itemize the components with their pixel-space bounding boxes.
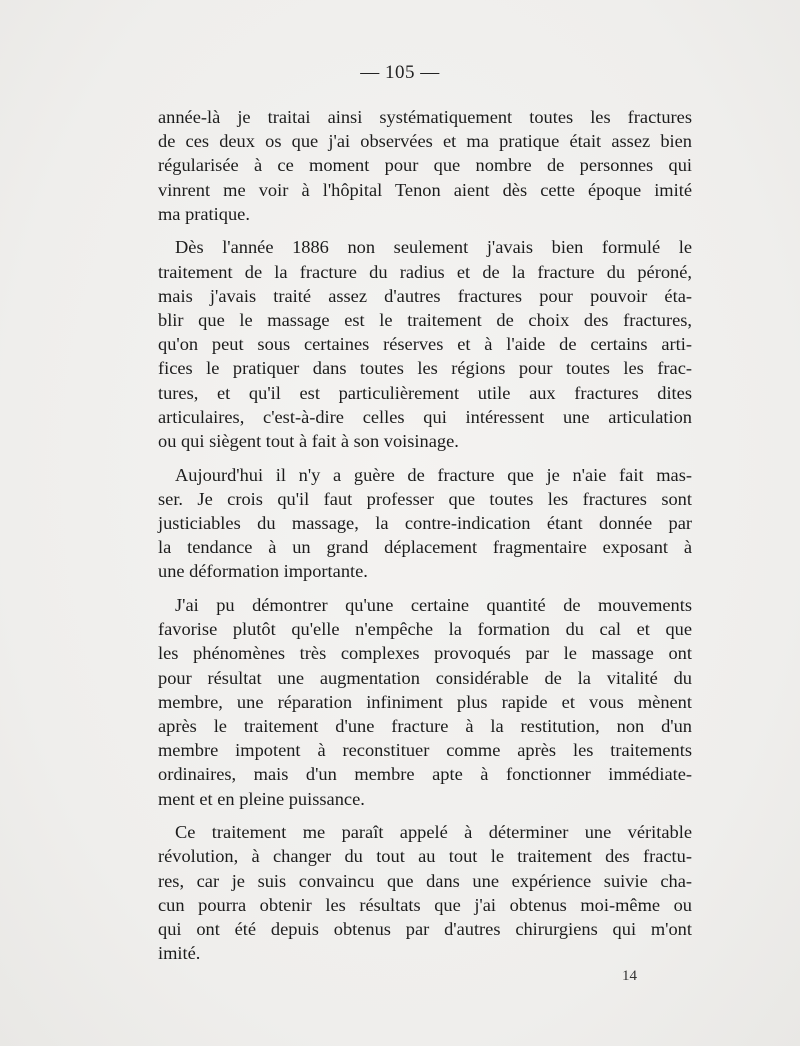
text-line: Ce traitement me paraît appelé à déterminer une véritable bbox=[175, 822, 692, 843]
text-line: ment et en pleine puissance. bbox=[158, 788, 365, 809]
text-line: qu'on peut sous certaines réserves et à l'aide de certains arti- bbox=[158, 334, 692, 355]
text-line: articulaires, c'est-à-dire celles qui intéressent une articulation bbox=[158, 406, 692, 427]
text-line: membre impotent à reconstituer comme après les traitements bbox=[158, 740, 692, 761]
paragraph-1 bbox=[158, 105, 692, 226]
paragraph-5 bbox=[158, 820, 692, 965]
text-line: Dès l'année 1886 non seulement j'avais bien formulé le bbox=[175, 237, 692, 258]
paragraph-4 bbox=[158, 593, 692, 811]
text-line: régularisée à ce moment pour que nombre de personnes qui bbox=[158, 155, 692, 176]
text-line: J'ai pu démontrer qu'une certaine quantité de mouvements bbox=[175, 595, 692, 616]
body-text bbox=[158, 105, 692, 965]
text-line: favorise plutôt qu'elle n'empêche la formation du cal et que bbox=[158, 619, 692, 640]
page-number: — 105 — bbox=[360, 62, 440, 83]
text-line: fices le pratiquer dans toutes les régions pour toutes les frac- bbox=[158, 358, 692, 379]
signature-mark: 14 bbox=[622, 968, 637, 984]
text-line: cun pourra obtenir les résultats que j'ai obtenus moi-même ou bbox=[158, 894, 692, 915]
text-line: ordinaires, mais d'un membre apte à fonctionner immédiate- bbox=[158, 764, 692, 785]
text-line: tures, et qu'il est particulièrement utile aux fractures dites bbox=[158, 382, 692, 403]
text-line: res, car je suis convaincu que dans une expérience suivie cha- bbox=[158, 870, 692, 891]
text-line: Aujourd'hui il n'y a guère de fracture que je n'aie fait mas- bbox=[175, 464, 692, 485]
text-line: blir que le massage est le traitement de choix des fractures, bbox=[158, 310, 692, 330]
text-line: vinrent me voir à l'hôpital Tenon aient dès cette époque imité bbox=[158, 179, 692, 200]
text-line: mais j'avais traité assez d'autres fractures pour pouvoir éta- bbox=[158, 285, 692, 306]
text-line: ou qui siègent tout à fait à son voisinage. bbox=[158, 430, 459, 451]
text-line: pour résultat une augmentation considérable de la vitalité du bbox=[158, 667, 692, 688]
paragraph-2 bbox=[158, 235, 692, 453]
text-line: traitement de la fracture du radius et de la fracture du péroné, bbox=[158, 261, 692, 282]
text-line: ser. Je crois qu'il faut professer que toutes les fractures sont bbox=[158, 488, 692, 509]
text-line: une déformation importante. bbox=[158, 561, 368, 582]
text-line: justiciables du massage, la contre-indication étant donnée par bbox=[158, 513, 692, 533]
text-line: imité. bbox=[158, 943, 201, 964]
paragraph-3 bbox=[158, 463, 692, 584]
text-line: révolution, à changer du tout au tout le traitement des fractu- bbox=[158, 846, 692, 867]
text-line: qui ont été depuis obtenus par d'autres chirurgiens qui m'ont bbox=[158, 919, 692, 939]
text-line: membre, une réparation infiniment plus rapide et vous mènent bbox=[158, 691, 692, 712]
text-line: année-là je traitai ainsi systématiquement toutes les fractures bbox=[158, 107, 692, 127]
text-line: de ces deux os que j'ai observées et ma pratique était assez bien bbox=[158, 131, 692, 152]
text-line: la tendance à un grand déplacement fragmentaire exposant à bbox=[158, 537, 692, 558]
text-line: les phénomènes très complexes provoqués par le massage ont bbox=[158, 643, 692, 664]
text-line: ma pratique. bbox=[158, 203, 250, 224]
text-line: après le traitement d'une fracture à la restitution, non d'un bbox=[158, 716, 692, 736]
